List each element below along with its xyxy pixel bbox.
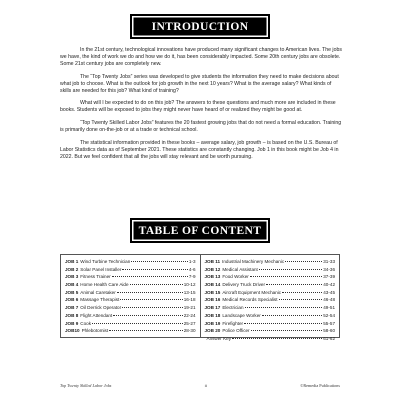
toc-job-number: JOB 4 <box>65 282 79 288</box>
toc-entry <box>65 274 196 282</box>
toc-leader <box>120 299 182 300</box>
toc-answer-key-title: Answer Key <box>206 335 232 341</box>
toc-job-number: JOB 3 <box>65 274 79 280</box>
footer-page-number: ii <box>204 383 207 388</box>
toc-entry <box>205 321 336 329</box>
toc-job-title: Wind Turbine Technician <box>80 259 131 264</box>
toc-job-number: JOB 18 <box>204 312 221 318</box>
toc-leader <box>122 307 183 308</box>
toc-leader <box>112 276 188 277</box>
toc-job-number: JOB 20 <box>204 328 221 334</box>
toc-job-title: Massage Therapist <box>80 297 120 303</box>
introduction-title: INTRODUCTION <box>151 20 249 33</box>
toc-job-title: Electrician <box>222 305 244 311</box>
intro-paragraph: What will I be expected to do on this job? The answers to these questions and much more are included in these books. Students will be exposed to jobs they might never have heard of or realized they might be good at. <box>60 100 336 114</box>
toc-leader <box>130 284 183 285</box>
toc-job-number: JOB 17 <box>204 305 221 311</box>
toc-leader <box>117 292 183 293</box>
toc-leader <box>131 261 188 262</box>
table-of-contents <box>60 254 340 341</box>
toc-leader <box>285 261 322 262</box>
toc-entry <box>205 336 336 344</box>
toc-entry <box>65 328 196 336</box>
toc-job-number: JOB 2 <box>65 266 79 272</box>
toc-job-title: Flight Attendant <box>80 312 113 318</box>
toc-leader <box>113 315 183 316</box>
toc-leader <box>250 276 322 277</box>
toc-job-title: Phlebotomist <box>81 328 109 334</box>
toc-entry <box>65 313 196 321</box>
toc-leader <box>232 338 322 339</box>
toc-job-number: JOB 7 <box>65 305 79 311</box>
toc-page-range: 22-24 <box>183 312 196 318</box>
toc-entry <box>65 282 196 290</box>
toc-job-title: Medical Assistant <box>222 266 258 272</box>
toc-leader <box>244 323 322 324</box>
toc-page-range: 46-48 <box>323 297 335 303</box>
toc-page-range: 1-3 <box>188 259 196 264</box>
intro-paragraph: In the 21st century, technological innovations have produced many significant changes to American lives. The jobs we have, the kind of work we do and how we do it, has been considerably impacted. Some 20th century jobs are obsolete. Some 21st century jobs are completely new. <box>60 47 342 67</box>
toc-page-range: 58-60 <box>323 328 335 334</box>
toc-entry <box>205 259 336 267</box>
toc-job-number: JOB 12 <box>204 266 221 272</box>
introduction-heading <box>130 14 270 39</box>
toc-entry <box>205 328 336 336</box>
toc-page-range: 16-18 <box>183 297 196 303</box>
intro-paragraph: The “Top Twenty Jobs” series was developed to give students the information they need to make decisions about what job to choose. What is the outlook for job growth in the next 10 years? What is the average salary? What kinds of skills are needed for this job? What kind of training? <box>60 73 339 94</box>
introduction-body <box>60 47 343 167</box>
toc-leader <box>251 330 323 331</box>
toc-page-range: 28-30 <box>183 328 196 334</box>
toc-page-range: 34-36 <box>323 266 335 272</box>
toc-job-number: JOB 6 <box>65 297 79 303</box>
toc-entry <box>65 267 196 275</box>
toc-job-title: Firefighter <box>222 320 244 326</box>
toc-entry <box>205 290 336 298</box>
intro-paragraph: “Top Twenty Skilled Labor Jobs” features the 20 fastest growing jobs that do not need a formal education. Training is primarily done on-the-job or at a trade or technical school. <box>60 120 342 134</box>
toc-job-title: Police Officer <box>222 328 250 334</box>
toc-entry <box>205 313 336 321</box>
toc-page-range: 19-21 <box>183 305 196 311</box>
toc-page-range: 25-27 <box>183 320 196 326</box>
toc-entry <box>205 267 336 275</box>
toc-entry <box>205 282 336 290</box>
toc-leader <box>259 269 322 270</box>
footer-publisher: ©Remedia Publications <box>300 383 340 388</box>
toc-job-number: JOB 13 <box>204 274 221 280</box>
toc-page-range: 7-9 <box>188 274 196 280</box>
toc-job-title: Cook <box>80 320 92 326</box>
toc-job-number: JOB 5 <box>65 289 79 295</box>
toc-job-number: JOB 15 <box>204 289 221 295</box>
toc-job-number: JOB10 <box>65 328 80 334</box>
toc-entry <box>65 321 196 329</box>
toc-leader <box>122 269 187 270</box>
intro-paragraph: The statistical information provided in these books – average salary, job growth – is based on the U.S. Bureau of Labor Statistics data as of September 2021. These statistics are constantly changing. Job 1 in this book might be Job 4 in 2022. But we feel confident that all the jobs will stay relevant and be worth pursuing. <box>60 140 339 160</box>
toc-page-range: 49-51 <box>323 305 335 311</box>
toc-job-title: Home Health Care Aide <box>80 282 129 288</box>
toc-entry <box>65 290 196 298</box>
toc-page-range: 13-15 <box>183 289 196 295</box>
toc-job-title: Oil Derrick Operator <box>80 305 122 311</box>
toc-job-number: JOB 11 <box>204 259 221 264</box>
toc-left-column <box>61 255 201 337</box>
toc-heading <box>130 218 270 243</box>
page-footer <box>60 383 340 388</box>
toc-entry <box>205 305 336 313</box>
toc-right-column <box>201 255 340 341</box>
toc-job-number: JOB 16 <box>204 297 221 303</box>
toc-job-number: JOB 14 <box>204 282 221 288</box>
toc-page-range: 37-39 <box>323 274 335 280</box>
toc-page-range: 52-54 <box>323 312 335 318</box>
toc-page-range: 4-6 <box>188 266 196 272</box>
toc-page-range: 10-12 <box>183 282 196 288</box>
toc-job-title: Delivery Truck Driver <box>222 282 265 288</box>
toc-job-title: Food Worker <box>222 274 249 280</box>
toc-entry <box>205 297 336 305</box>
toc-job-title: Solar Panel Installer <box>80 266 122 272</box>
footer-book-title: Top Twenty Skilled Labor Jobs <box>60 383 112 388</box>
toc-job-title: Animal Caretaker <box>80 289 116 295</box>
toc-leader <box>279 299 323 300</box>
toc-leader <box>266 284 322 285</box>
toc-job-number: JOB 9 <box>65 320 79 326</box>
toc-leader <box>92 323 183 324</box>
toc-entry <box>65 305 196 313</box>
toc-page-range: 61-62 <box>323 335 335 341</box>
toc-entry <box>65 259 196 267</box>
toc-job-title: Medical Records Specialist <box>222 297 278 303</box>
toc-title: TABLE OF CONTENT <box>138 224 262 237</box>
toc-job-title: Industrial Machinery Mechanic <box>222 259 285 264</box>
toc-leader <box>282 292 322 293</box>
toc-page-range: 31-33 <box>323 259 335 264</box>
toc-page-range: 40-42 <box>323 282 335 288</box>
toc-entry <box>205 274 336 282</box>
toc-job-number: JOB 19 <box>204 320 221 326</box>
toc-leader <box>109 330 183 331</box>
toc-job-number: JOB 8 <box>65 312 79 318</box>
toc-job-number: JOB 1 <box>65 259 79 264</box>
toc-leader <box>262 315 322 316</box>
toc-page-range: 43-45 <box>323 289 335 295</box>
toc-entry <box>65 297 196 305</box>
toc-job-title: Aircraft Equipment Mechanic <box>222 289 282 295</box>
toc-job-title: Fitness Trainer <box>80 274 111 280</box>
toc-page-range: 55-57 <box>323 320 335 326</box>
toc-job-title: Landscape Worker <box>222 312 261 318</box>
toc-leader <box>245 307 323 308</box>
